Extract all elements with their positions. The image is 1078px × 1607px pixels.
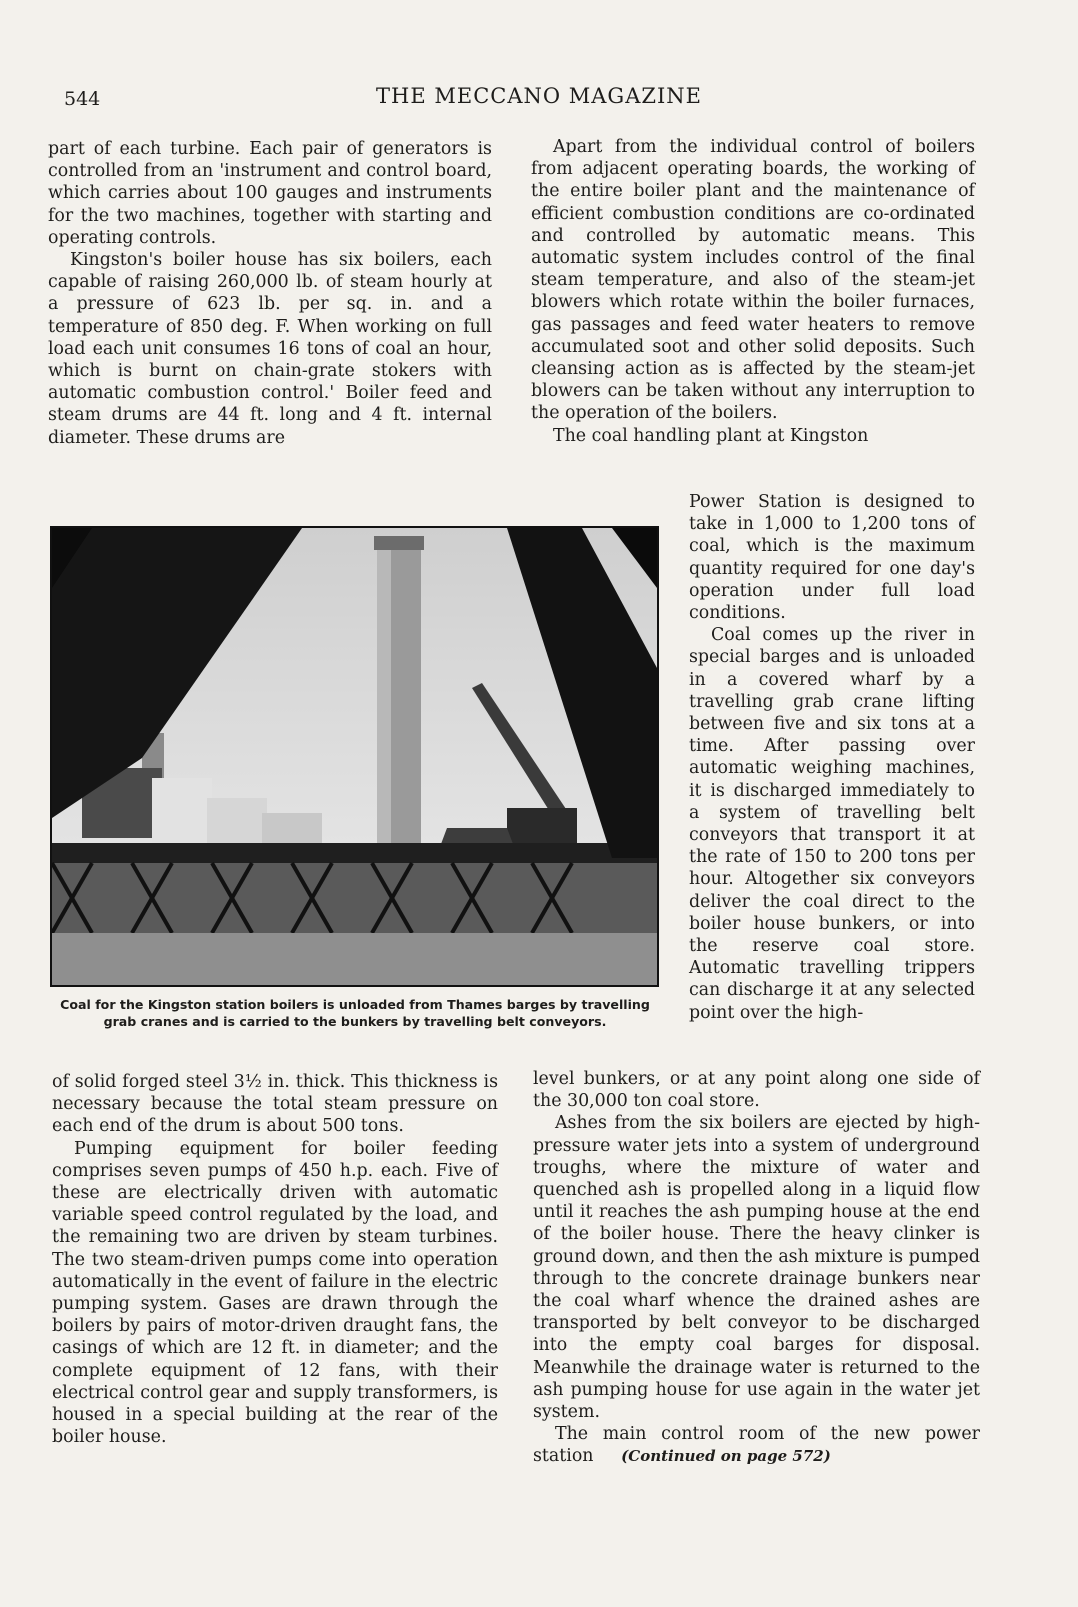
left-column-top	[48, 138, 492, 449]
running-title: THE MECCANO MAGAZINE	[376, 84, 702, 108]
paragraph: level bunkers, or at any point along one side of the 30,000 ton coal store.	[533, 1069, 980, 1112]
paragraph-text: The main control room of the new power station	[533, 1424, 980, 1467]
right-column-bottom	[533, 1068, 980, 1468]
paragraph	[533, 1423, 980, 1467]
paragraph: Apart from the individual control of boilers from adjacent operating boards, the working of the entire boiler plant and the maintenance of efficient combustion conditions are co-ordinated and controlled by automatic means. This automatic system includes control of the final steam temperature, and also of the steam-jet blowers which rotate within the boiler furnaces, gas passages and feed water heaters to remove accumulated soot and other solid deposits. Such cleansing action as is affected by the steam-jet blowers can be taken without any interruption to the operation of the boilers.	[531, 137, 975, 424]
right-column-narrow	[689, 491, 975, 1024]
page-header	[0, 84, 1078, 114]
paragraph: of solid forged steel 3½ in. thick. This thickness is necessary because the total steam pressure on each end of the drum is about 500 tons.	[52, 1072, 498, 1137]
photo-illustration	[52, 528, 657, 985]
left-column-bottom	[52, 1071, 498, 1448]
figure-caption: Coal for the Kingston station boilers is unloaded from Thames barges by travelling grab cranes and is carried to the bunkers by travelling belt conveyors.	[60, 997, 650, 1029]
paragraph: Pumping equipment for boiler feeding comprises seven pumps of 450 h.p. each. Five of these are electrically driven with automatic variable speed control regulated by the load, and the remaining two are driven by steam turbines. The two steam-driven pumps come into operation automatically in the event of failure in the electric pumping system. Gases are drawn through the boilers by pairs of motor-driven draught fans, the casings of which are 12 ft. in diameter; and the complete equipment of 12 fans, with their electrical control gear and supply transformers, is housed in a special building at the rear of the boiler house.	[52, 1138, 498, 1448]
paragraph: The coal handling plant at Kingston	[553, 425, 869, 446]
paragraph: Kingston's boiler house has six boilers, each capable of raising 260,000 lb. of steam hourly at a pressure of 623 lb. per sq. in. and a temperature of 850 deg. F. When working on full load each unit consumes 16 tons of coal an hour, which is burnt on chain-grate stokers with automatic combustion control.' Boiler feed and steam drums are 44 ft. long and 4 ft. internal diameter. These drums are	[48, 250, 492, 448]
photo-coal-wharf	[50, 526, 659, 987]
paragraph: part of each turbine. Each pair of generators is controlled from an 'instrument and control board, which carries about 100 gauges and instruments for the two machines, together with starting and operating controls.	[48, 139, 492, 248]
paragraph: Ashes from the six boilers are ejected by high-pressure water jets into a system of underground troughs, where the mixture of water and quenched ash is propelled along in a liquid flow until it reaches the ash pumping house at the end of the boiler house. There the heavy clinker is ground down, and then the ash mixture is pumped through to the concrete drainage bunkers near the coal wharf whence the drained ashes are transported by belt conveyor to be discharged into the empty coal barges for disposal. Meanwhile the drainage water is returned to the ash pumping house for use again in the water jet system.	[533, 1113, 980, 1423]
paragraph: Coal comes up the river in special barges and is unloaded in a covered wharf by a travelling grab crane lifting between five and six tons at a time. After passing over automatic weighing machines, it is discharged immediately to a system of travelling belt conveyors that transport it at the rate of 150 to 200 tons per hour. Altogether six conveyors deliver the coal direct to the boiler house bunkers, or into the reserve coal store. Automatic travelling trippers can discharge it at any selected point over the high-	[689, 625, 975, 1023]
continued-note: (Continued on page 572)	[621, 1447, 831, 1466]
page-number: 544	[64, 88, 101, 110]
right-column-top	[531, 136, 975, 447]
paragraph: Power Station is designed to take in 1,000 to 1,200 tons of coal, which is the maximum quantity required for one day's operation under full load conditions.	[689, 492, 975, 624]
